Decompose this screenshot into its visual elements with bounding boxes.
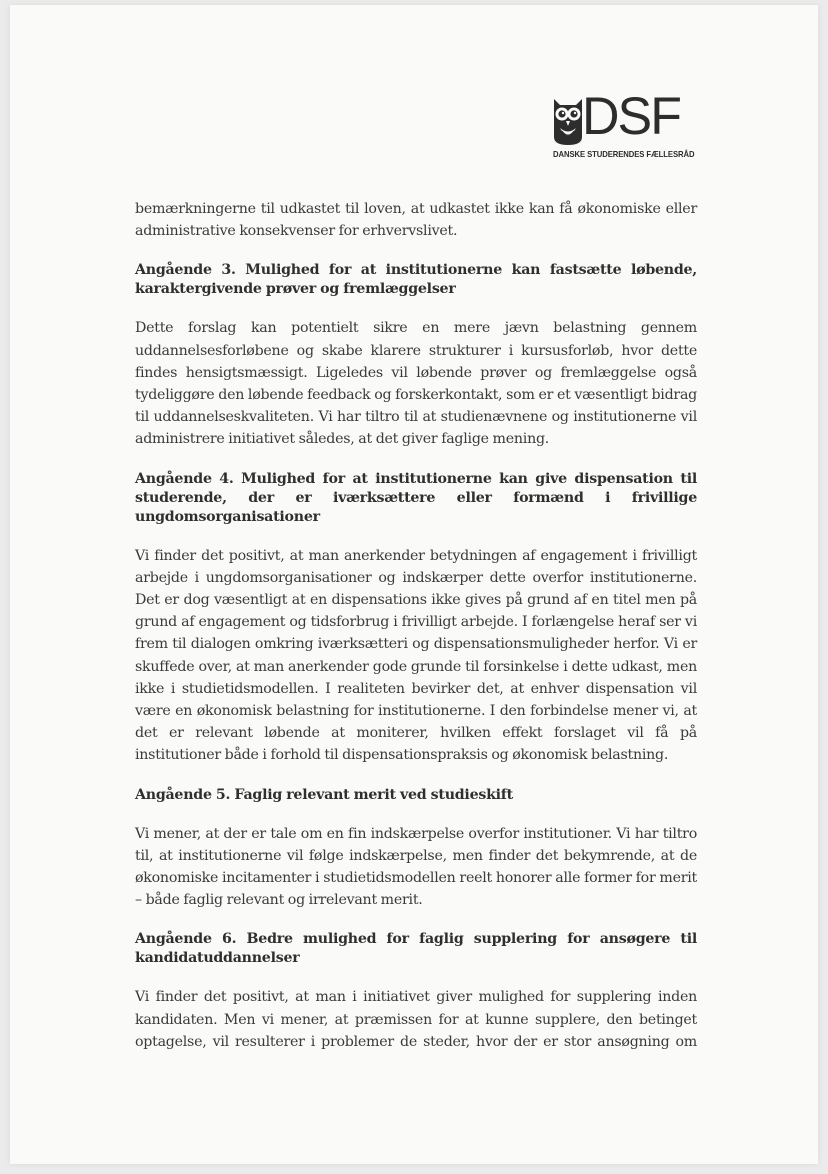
dsf-logo — [552, 87, 695, 159]
heading-section-4: Angående 4. Mulighed for at institutionerne kan give dispensation til studerende, der er iværksættere eller formænd i frivillige ungdomsorganisationer — [135, 470, 697, 525]
paragraph-section-5: Vi mener, at der er tale om en fin indskærpelse overfor institutioner. Vi har tiltro til, at institutionerne vil følge indskærpelse, men finder det bekymrende, at de økonomiske incitamenter i studietidsmodellen reelt honorer alle former for merit – både faglig relevant og irrelevant merit. — [135, 825, 697, 909]
paragraph-section-3: Dette forslag kan potentielt sikre en mere jævn belastning gennem uddannelsesforløbene og skabe klarere strukturer i kursusforløb, hvor dette findes hensigtsmæssigt. Ligeledes vil løbende prøver og fremlæggelse også tydeliggøre den løbende feedback og forskerkontakt, som er et væsentligt bidrag til uddannelseskvaliteten. Vi har tiltro til at studienævnene og institutionerne vil administrere initiativet således, at det giver faglige mening. — [135, 320, 697, 448]
heading-section-3: Angående 3. Mulighed for at institutionerne kan fastsætte løbende, karaktergivende prøver og fremlæggelser — [135, 262, 697, 298]
owl-icon — [552, 97, 584, 147]
letter-body — [135, 198, 697, 1072]
heading-section-5: Angående 5. Faglig relevant merit ved studieskift — [135, 786, 513, 803]
paragraph-intro: bemærkningerne til udkastet til loven, at udkastet ikke kan få økonomiske eller administrative konsekvenser for erhvervslivet. — [135, 201, 697, 240]
heading-section-6: Angående 6. Bedre mulighed for faglig supplering for ansøgere til kandidatuddannelser — [135, 931, 697, 967]
paragraph-section-4: Vi finder det positivt, at man anerkender betydningen af engagement i frivilligt arbejde i ungdomsorganisationer og indskærper dette overfor institutionerne. Det er dog væsentligt at en dispensations ikke gives på grund af en titel men på grund af engagement og tidsforbrug i frivilligt arbejde. I forlængelse heraf ser vi frem til dialogen omkring iværksætteri og dispensationsmuligheder herfor. Vi er skuffede over, at man anerkender gode grunde til forsinkelse i dette udkast, men ikke i studietidsmodellen. I realiteten bevirker det, at enhver dispensation vil være en økonomisk belastning for institutionerne. I den forbindelse mener vi, at det er relevant løbende at moniterer, hvilken effekt forslaget vil få på institutioner både i forhold til dispensationspraksis og økonomisk belastning. — [135, 547, 697, 764]
logo-wordmark: DSF — [582, 87, 680, 146]
logo-subtitle: DANSKE STUDERENDES FÆLLESRÅD — [553, 149, 695, 159]
paragraph-section-6: Vi finder det positivt, at man i initiativet giver mulighed for supplering inden kandidaten. Men vi mener, at præmissen for at kunne supplere, den betinget optagelse, vil resulterer i problemer de steder, hvor der er stor ansøgning om — [135, 989, 697, 1050]
document-page — [10, 5, 818, 1164]
